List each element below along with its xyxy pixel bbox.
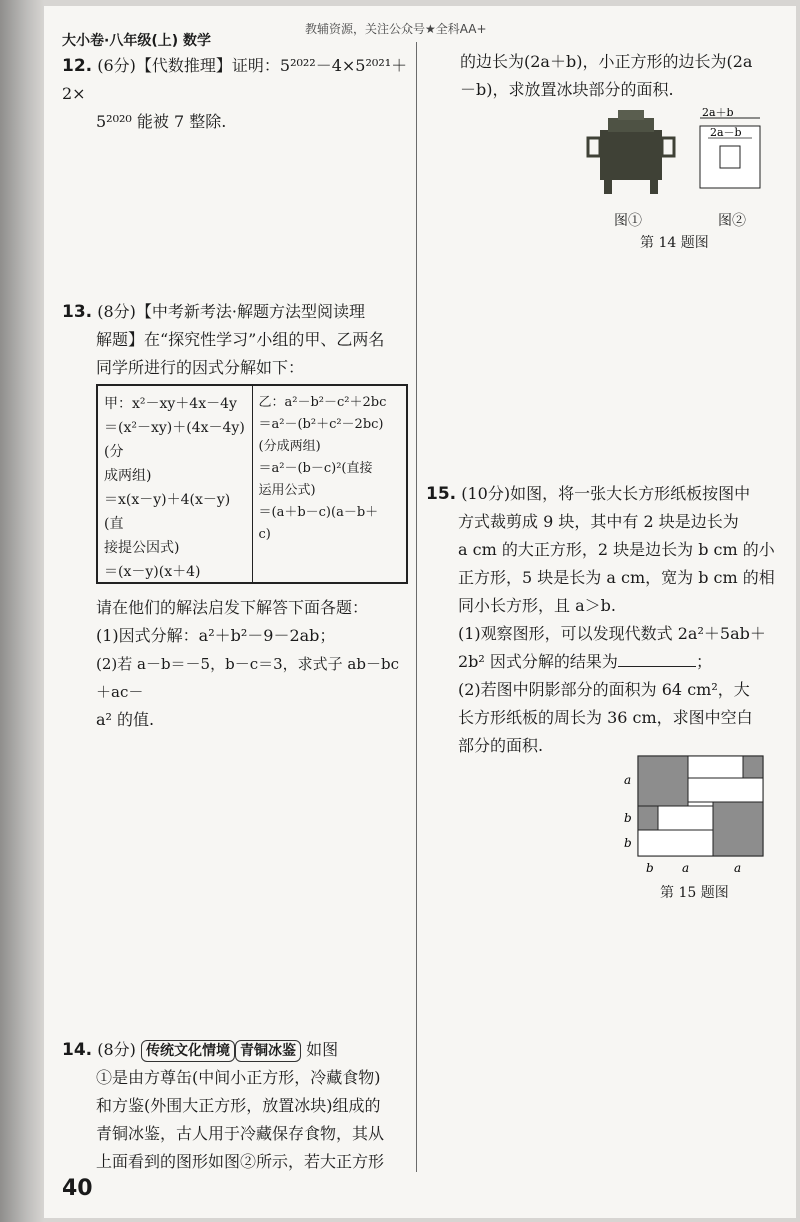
jia-line: 接提公因式) [104, 540, 180, 556]
q15-line: (1)观察图形，可以发现代数式 2a²＋5ab＋ [458, 624, 766, 643]
yi-line: ＝a²－(b²＋c²－2bc) [258, 417, 384, 432]
solution-jia [98, 386, 252, 582]
q14-continued [460, 48, 780, 104]
topic-tag: 青铜冰鉴 [235, 1040, 301, 1062]
yi-line: c) [258, 527, 271, 542]
question-12 [62, 52, 412, 136]
q13-after-line: (2)若 a－b＝－5，b－c＝3，求式子 ab－bc＋ac－ [96, 655, 399, 701]
page-number: 40 [62, 1176, 93, 1201]
label-a: a [682, 861, 690, 875]
question-15 [426, 480, 786, 760]
q14-cont-line: －b)，求放置冰块部分的面积. [460, 80, 674, 99]
question-number: 14. [62, 1040, 93, 1060]
q15-semicolon: ； [695, 652, 712, 671]
q15-line: 正方形，5 块是长为 a cm，宽为 b cm 的相 [458, 568, 775, 587]
header-title: 大小卷·八年级(上) 数学 [62, 33, 211, 49]
q14-line: 上面看到的图形如图②所示，若大正方形 [96, 1152, 385, 1171]
solution-yi [252, 386, 407, 582]
jia-line: ＝(x－y)(x＋4) [104, 564, 201, 580]
fig2-caption: 图② [718, 213, 746, 229]
column-divider [416, 42, 417, 1172]
q13-line: 同学所进行的因式分解如下： [96, 358, 305, 377]
small-square [743, 756, 763, 778]
q15-line: a cm 的大正方形，2 块是边长为 b cm 的小 [458, 540, 775, 559]
q15-line: 方式裁剪成 9 块，其中有 2 块是边长为 [458, 512, 739, 531]
q15-line: (10分)如图，将一张大长方形纸板按图中 [461, 484, 751, 503]
fig1-caption: 图① [614, 213, 642, 229]
q12-line2: 5²⁰²⁰ 能被 7 整除. [96, 112, 227, 131]
big-square [638, 756, 688, 806]
q15-line: (2)若图中阴影部分的面积为 64 cm²，大 [458, 680, 750, 699]
label-a: a [734, 861, 742, 875]
q15-line: 同小长方形，且 a＞b. [458, 596, 616, 615]
q13-line: (8分)【中考新考法·解题方法型阅读理 [97, 302, 365, 321]
q14-line: 如图 [306, 1040, 339, 1059]
question-number: 12. [62, 56, 93, 76]
q13-after-line: a² 的值. [96, 710, 155, 729]
q14-line: 和方鉴(外围大正方形，放置冰块)组成的 [96, 1096, 381, 1115]
q15-line: 2b² 因式分解的结果为 [458, 652, 618, 671]
q13-subquestions [96, 594, 408, 734]
jia-line: ＝x(x－y)＋4(x－y)(直 [104, 492, 231, 532]
jia-line: 成两组) [104, 468, 152, 484]
jia-line: 甲：x²－xy＋4x－4y [104, 396, 237, 412]
label-a: a [624, 773, 632, 787]
q13-after-line: (1)因式分解：a²＋b²－9－2ab； [96, 626, 336, 645]
q14-line: ①是由方尊缶(中间小正方形，冷藏食物) [96, 1068, 381, 1087]
q12-line1: (6分)【代数推理】证明：5²⁰²²－4×5²⁰²¹＋2× [62, 56, 408, 103]
question-14 [62, 1036, 412, 1176]
yi-line: (分成两组) [258, 439, 321, 454]
q14-score: (8分) [97, 1040, 136, 1059]
question-13 [62, 298, 412, 382]
yi-line: ＝a²－(b－c)²(直接 [258, 461, 373, 476]
solution-table [96, 384, 408, 584]
label-b: b [624, 811, 632, 825]
answer-blank[interactable] [618, 652, 696, 667]
book-spine [0, 0, 44, 1222]
fig15-title: 第 15 题图 [660, 885, 729, 901]
q13-after-line: 请在他们的解法启发下解答下面各题： [96, 598, 369, 617]
q15-line: 部分的面积. [458, 736, 544, 755]
q13-line: 解题】在“探究性学习”小组的甲、乙两名 [96, 330, 385, 349]
outer-side-label: 2a＋b [702, 108, 734, 119]
header-watermark: 教辅资源，关注公众号★全科AA+ [305, 22, 487, 36]
bronze-vessel-image [588, 110, 674, 194]
q14-figures [582, 108, 782, 203]
q15-figure [618, 752, 768, 882]
jia-line: ＝(x²－xy)＋(4x－4y)(分 [104, 420, 245, 460]
yi-line: 乙：a²－b²－c²＋2bc [258, 395, 387, 410]
q14-line: 青铜冰鉴，古人用于冷藏保存食物，其从 [96, 1124, 385, 1143]
fig14-title: 第 14 题图 [640, 235, 709, 251]
context-tag: 传统文化情境 [141, 1040, 235, 1062]
q15-line: 长方形纸板的周长为 36 cm，求图中空白 [458, 708, 753, 727]
question-number: 13. [62, 302, 93, 322]
small-square [638, 806, 658, 830]
label-b: b [624, 836, 632, 850]
q14-cont-line: 的边长为(2a＋b)，小正方形的边长为(2a [460, 52, 753, 71]
big-square [713, 802, 763, 856]
question-number: 15. [426, 484, 457, 504]
inner-side-label: 2a－b [710, 126, 742, 139]
yi-line: ＝(a＋b－c)(a－b＋ [258, 505, 379, 520]
label-b: b [646, 861, 654, 875]
yi-line: 运用公式) [258, 483, 316, 498]
